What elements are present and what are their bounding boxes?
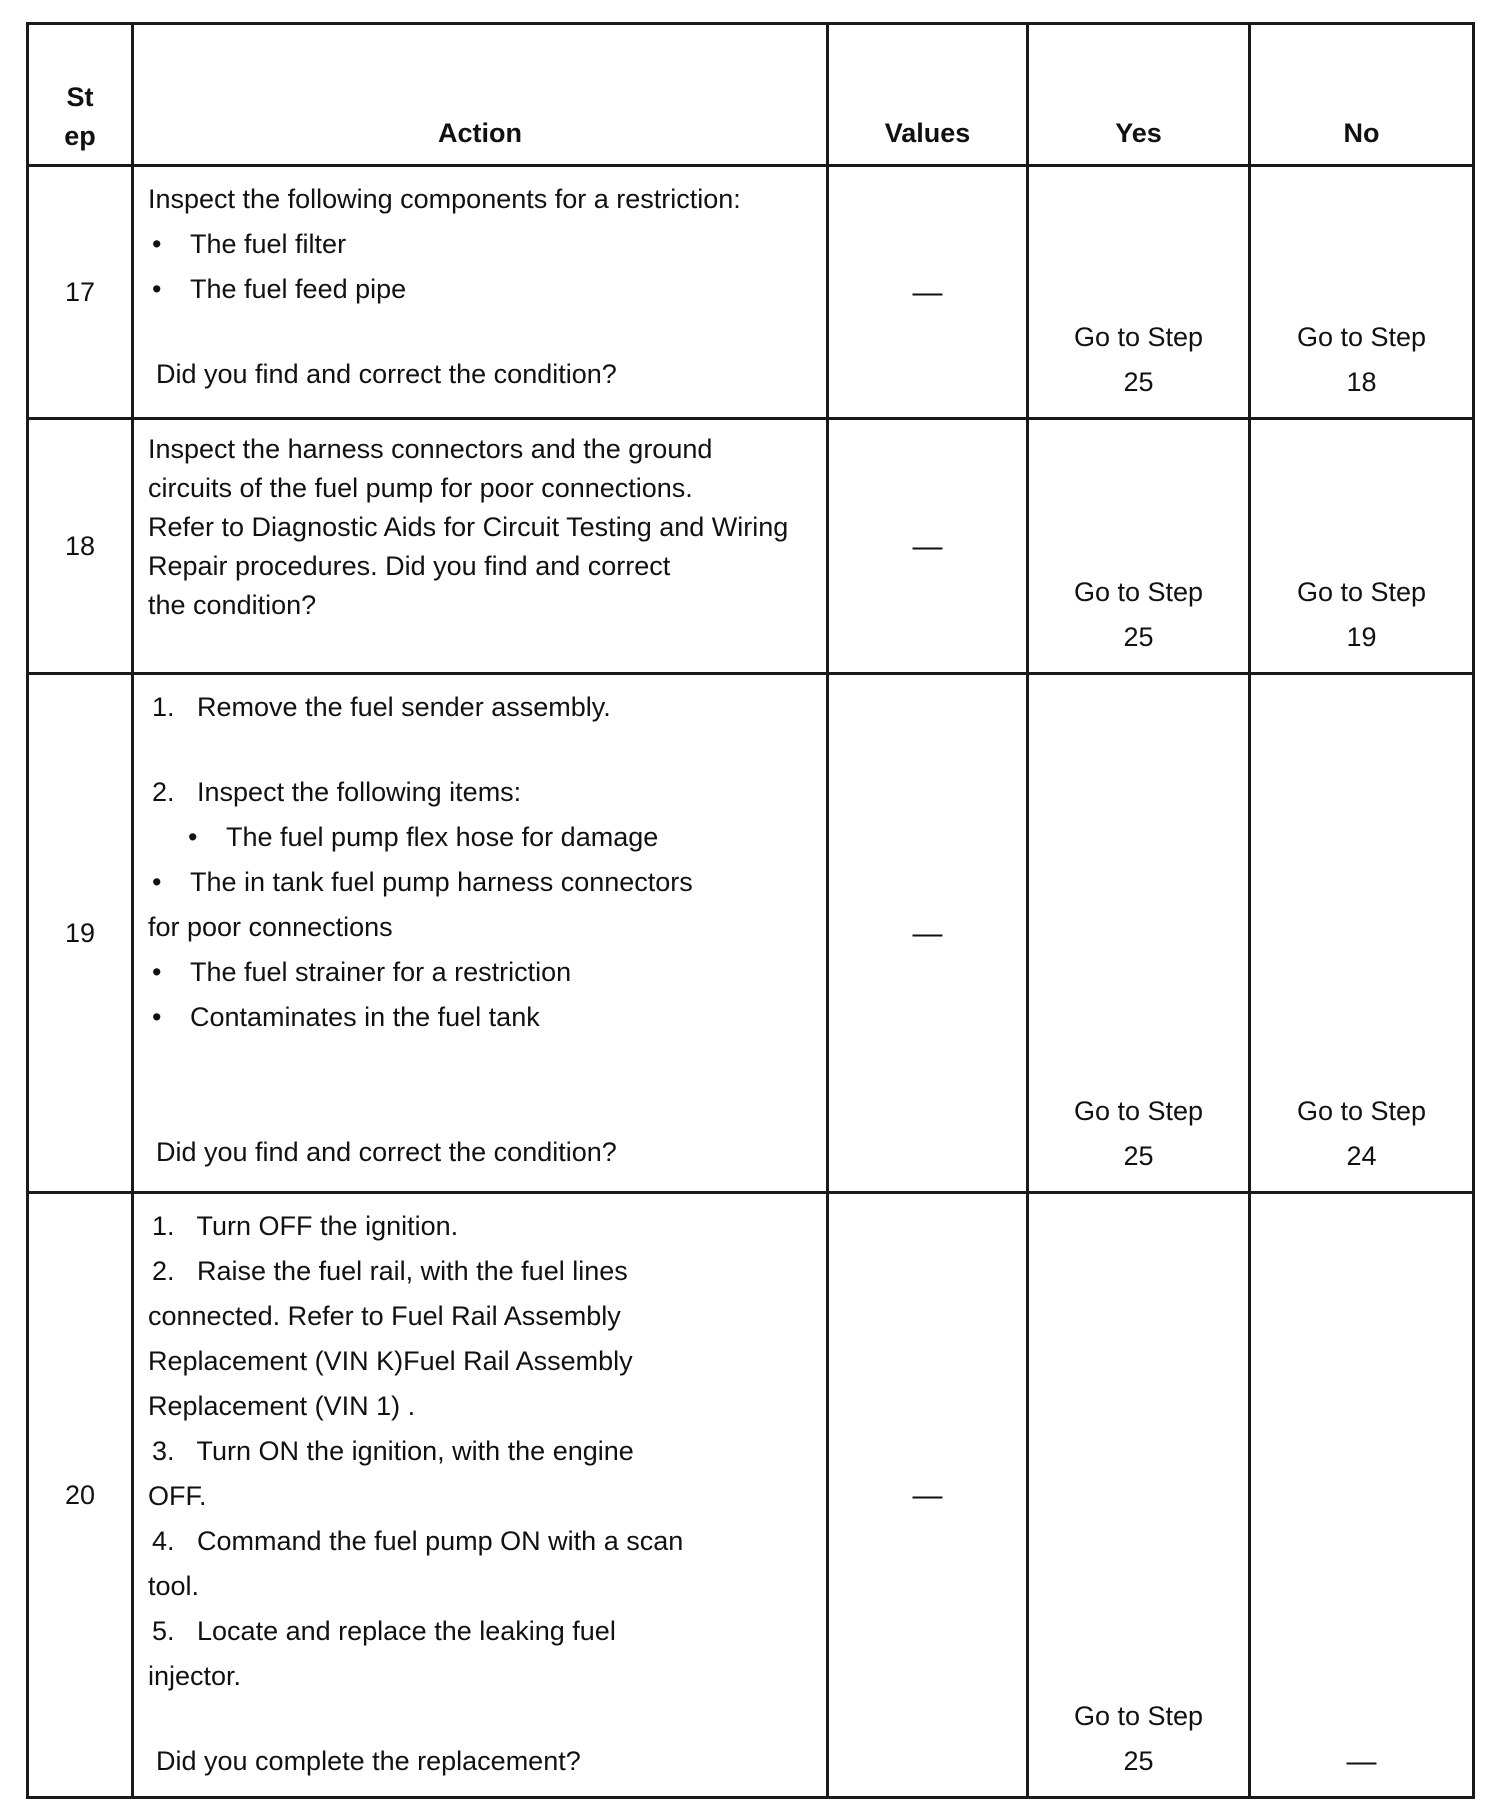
values-cell: — bbox=[828, 1193, 1028, 1798]
header-step bbox=[28, 24, 133, 166]
yes-goto-label: Go to Step bbox=[1073, 322, 1204, 352]
yes-cell bbox=[1028, 1193, 1250, 1798]
step-number: 20 bbox=[28, 1193, 133, 1798]
step-number: 17 bbox=[28, 166, 133, 419]
spacer bbox=[148, 730, 814, 770]
action-bullet: • The fuel strainer for a restriction bbox=[148, 950, 814, 995]
action-line: Replacement (VIN K)Fuel Rail Assembly bbox=[148, 1346, 633, 1376]
spacer bbox=[148, 1699, 814, 1739]
action-cell bbox=[133, 166, 828, 419]
values-cell: — bbox=[828, 674, 1028, 1193]
no-goto-label: Go to Step bbox=[1296, 577, 1427, 607]
action-line: Refer to Diagnostic Aids for Circuit Testing and Wiring bbox=[148, 512, 789, 542]
action-line: tool. bbox=[148, 1571, 200, 1601]
action-bullet: • The fuel feed pipe bbox=[148, 267, 814, 312]
action-line: injector. bbox=[148, 1661, 242, 1691]
action-bullet: • The fuel pump flex hose for damage bbox=[148, 815, 814, 860]
yes-cell bbox=[1028, 419, 1250, 674]
header-yes: Yes bbox=[1028, 24, 1250, 166]
action-line: 3. Turn ON the ignition, with the engine bbox=[152, 1436, 634, 1466]
spacer bbox=[148, 312, 814, 352]
spacer bbox=[148, 1040, 814, 1130]
action-line: Repair procedures. Did you find and correct bbox=[148, 551, 671, 581]
action-line: 4. Command the fuel pump ON with a scan bbox=[152, 1526, 684, 1556]
step-number: 19 bbox=[28, 674, 133, 1193]
yes-goto-step: 25 bbox=[1123, 622, 1154, 652]
action-line: 2. Raise the fuel rail, with the fuel lines bbox=[152, 1256, 628, 1286]
no-cell: — bbox=[1250, 1193, 1474, 1798]
table-row-step-20 bbox=[28, 1193, 1474, 1798]
action-bullet: • The fuel filter bbox=[148, 222, 814, 267]
action-line: connected. Refer to Fuel Rail Assembly bbox=[148, 1301, 621, 1331]
header-row bbox=[28, 24, 1474, 166]
yes-goto-step: 25 bbox=[1123, 1141, 1154, 1171]
no-cell bbox=[1250, 674, 1474, 1193]
action-step-item: 1. Remove the fuel sender assembly. bbox=[152, 692, 611, 722]
no-goto-step: 18 bbox=[1346, 367, 1377, 397]
action-line: Inspect the harness connectors and the ground bbox=[148, 434, 713, 464]
step-number: 18 bbox=[28, 419, 133, 674]
header-no: No bbox=[1250, 24, 1474, 166]
table-row-step-19 bbox=[28, 674, 1474, 1193]
yes-goto-label: Go to Step bbox=[1073, 577, 1204, 607]
table-row-step-18 bbox=[28, 419, 1474, 674]
table-row-step-17 bbox=[28, 166, 1474, 419]
action-intro: Inspect the following components for a restriction: bbox=[148, 184, 741, 214]
diagnostic-table-page bbox=[26, 22, 1472, 1792]
action-line: Replacement (VIN 1) . bbox=[148, 1391, 416, 1421]
action-question: Did you find and correct the condition? bbox=[156, 1137, 617, 1167]
action-line: circuits of the fuel pump for poor connections. bbox=[148, 473, 693, 503]
yes-goto-label: Go to Step bbox=[1073, 1701, 1204, 1731]
yes-goto-step: 25 bbox=[1123, 1746, 1154, 1776]
yes-goto-label: Go to Step bbox=[1073, 1096, 1204, 1126]
no-goto-label: Go to Step bbox=[1296, 1096, 1427, 1126]
values-cell: — bbox=[828, 419, 1028, 674]
header-step-label: St ep bbox=[64, 82, 96, 151]
action-bullet: • The in tank fuel pump harness connectors bbox=[148, 860, 814, 905]
action-cell bbox=[133, 1193, 828, 1798]
action-line: the condition? bbox=[148, 590, 317, 620]
header-values: Values bbox=[828, 24, 1028, 166]
action-line: OFF. bbox=[148, 1481, 207, 1511]
values-cell: — bbox=[828, 166, 1028, 419]
action-cell bbox=[133, 674, 828, 1193]
action-cell bbox=[133, 419, 828, 674]
yes-cell bbox=[1028, 166, 1250, 419]
yes-cell bbox=[1028, 674, 1250, 1193]
action-question: Did you complete the replacement? bbox=[156, 1746, 581, 1776]
action-line: 5. Locate and replace the leaking fuel bbox=[152, 1616, 616, 1646]
action-line: for poor connections bbox=[148, 912, 393, 942]
diagnostic-steps-table bbox=[26, 22, 1475, 1799]
header-action: Action bbox=[133, 24, 828, 166]
no-goto-step: 19 bbox=[1346, 622, 1377, 652]
action-step-item: 2. Inspect the following items: bbox=[152, 777, 522, 807]
no-cell bbox=[1250, 166, 1474, 419]
no-goto-label: Go to Step bbox=[1296, 322, 1427, 352]
action-question: Did you find and correct the condition? bbox=[156, 359, 617, 389]
no-cell bbox=[1250, 419, 1474, 674]
no-goto-step: 24 bbox=[1346, 1141, 1377, 1171]
action-bullet: • Contaminates in the fuel tank bbox=[148, 995, 814, 1040]
action-line: 1. Turn OFF the ignition. bbox=[152, 1211, 459, 1241]
yes-goto-step: 25 bbox=[1123, 367, 1154, 397]
